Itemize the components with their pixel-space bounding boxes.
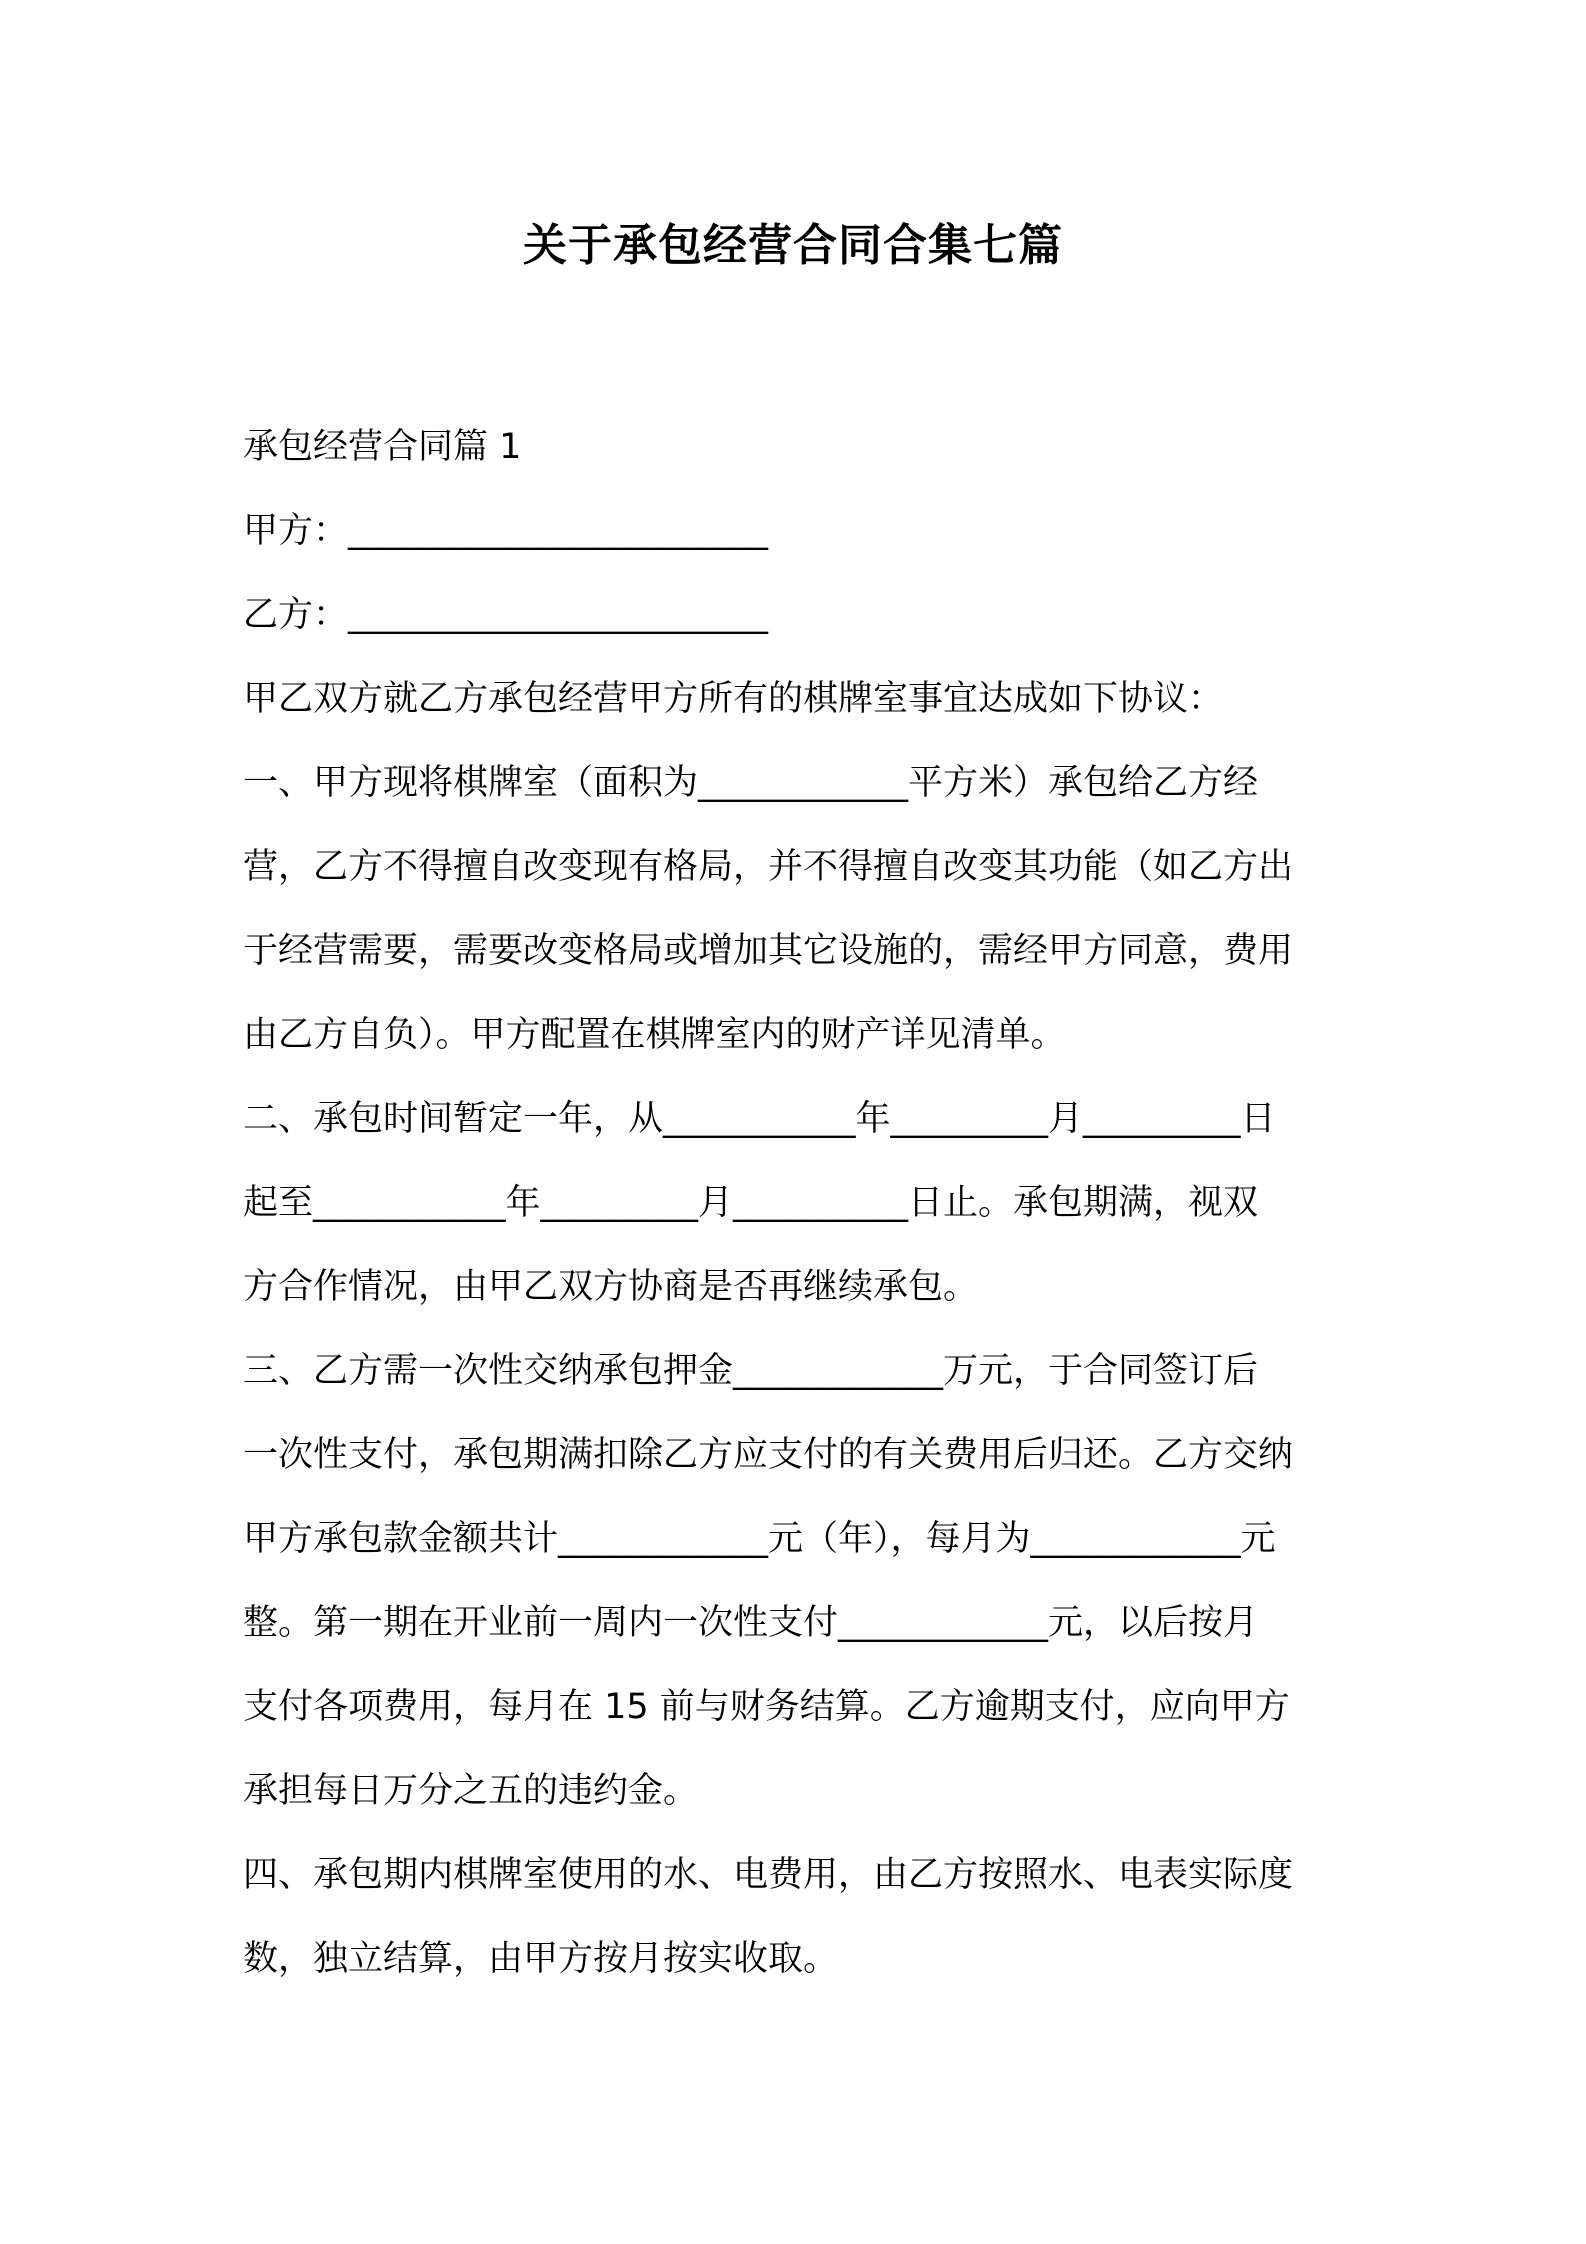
- clause-1-line-2: 营，乙方不得擅自改变现有格局，并不得擅自改变其功能（如乙方出: [243, 847, 1294, 887]
- section-heading: 承包经营合同篇 1: [243, 427, 522, 467]
- clause-2-line-3: 方合作情况，由甲乙双方协商是否再继续承包。: [243, 1267, 979, 1307]
- clause-2-line-2: 起至___________年_________月__________日止。承包期满，视双: [243, 1183, 1259, 1223]
- clause-3-line-1: 三、乙方需一次性交纳承包押金____________万元，于合同签订后: [243, 1351, 1259, 1391]
- document-title: 关于承包经营合同合集七篇: [523, 220, 1063, 271]
- clause-2-line-1: 二、承包时间暂定一年，从___________年_________月_________日: [243, 1099, 1276, 1139]
- party-a-line: 甲方：________________________: [243, 511, 769, 551]
- clause-3-line-2: 一次性支付，承包期满扣除乙方应支付的有关费用后归还。乙方交纳: [243, 1435, 1294, 1475]
- clause-4-line-1: 四、承包期内棋牌室使用的水、电费用，由乙方按照水、电表实际度: [243, 1855, 1294, 1895]
- clause-3-line-5: 支付各项费用，每月在 15 前与财务结算。乙方逾期支付，应向甲方: [243, 1687, 1290, 1727]
- clause-1-line-3: 于经营需要，需要改变格局或增加其它设施的，需经甲方同意，费用: [243, 931, 1294, 971]
- clause-3-line-6: 承担每日万分之五的违约金。: [243, 1771, 699, 1811]
- party-b-line: 乙方：________________________: [243, 595, 769, 635]
- clause-4-line-2: 数，独立结算，由甲方按月按实收取。: [243, 1939, 839, 1979]
- clause-3-line-4: 整。第一期在开业前一周内一次性支付____________元，以后按月: [243, 1603, 1259, 1643]
- agreement-intro: 甲乙双方就乙方承包经营甲方所有的棋牌室事宜达成如下协议：: [243, 679, 1224, 719]
- clause-1-line-4: 由乙方自负）。甲方配置在棋牌室内的财产详见清单。: [243, 1015, 1066, 1055]
- document-body: [243, 405, 1363, 2001]
- clause-1-line-1: 一、甲方现将棋牌室（面积为____________平方米）承包给乙方经: [243, 763, 1259, 803]
- clause-3-line-3: 甲方承包款金额共计____________元（年），每月为____________元: [243, 1519, 1276, 1559]
